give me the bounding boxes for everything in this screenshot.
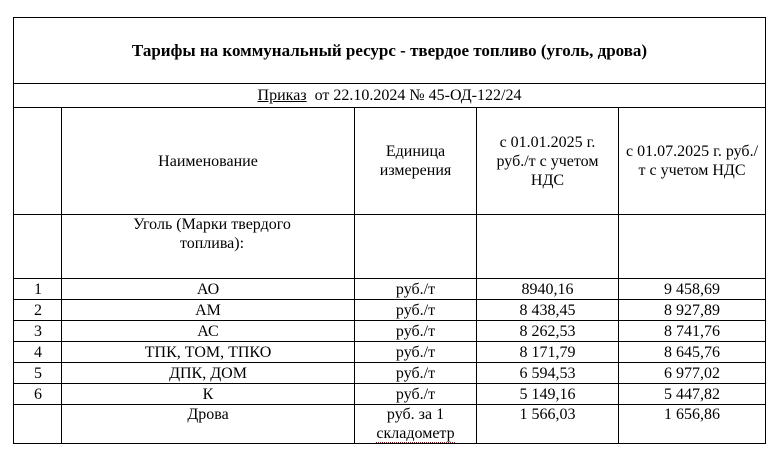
firewood-unit: руб. за 1 складометр <box>355 405 477 444</box>
table-row: 2 АМ руб./т 8 438,45 8 927,89 <box>14 300 766 321</box>
document-title: Тарифы на коммунальный ресурс - твердое топливо (уголь, дрова) <box>14 18 766 84</box>
firewood-row <box>14 405 766 444</box>
header-name: Наименование <box>62 108 355 215</box>
table-row: 3 АС руб./т 8 262,53 8 741,76 <box>14 321 766 342</box>
order-reference <box>14 84 766 108</box>
table-row: 5 ДПК, ДОМ руб./т 6 594,53 6 977,02 <box>14 363 766 384</box>
table-row: 1 АО руб./т 8940,16 9 458,69 <box>14 279 766 300</box>
header-unit: Единица измерения <box>355 108 477 215</box>
header-period1: с 01.01.2025 г. руб./т с учетом НДС <box>477 108 619 215</box>
coal-group-label: Уголь (Марки твердого топлива): <box>62 215 355 279</box>
table-row: 4 ТПК, ТОМ, ТПКО руб./т 8 171,79 8 645,76 <box>14 342 766 363</box>
order-text: от 22.10.2024 № 45-ОД-122/24 <box>306 87 522 104</box>
header-number <box>14 108 62 215</box>
header-row <box>14 108 766 215</box>
coal-group-row <box>14 215 766 279</box>
order-prefix: Приказ <box>257 87 307 104</box>
header-period2: с 01.07.2025 г. руб./т с учетом НДС <box>619 108 766 215</box>
firewood-price-1: 1 566,03 <box>477 405 619 444</box>
table-row: 6 К руб./т 5 149,16 5 447,82 <box>14 384 766 405</box>
firewood-name: Дрова <box>62 405 355 444</box>
firewood-price-2: 1 656,86 <box>619 405 766 444</box>
tariff-table <box>13 17 766 444</box>
